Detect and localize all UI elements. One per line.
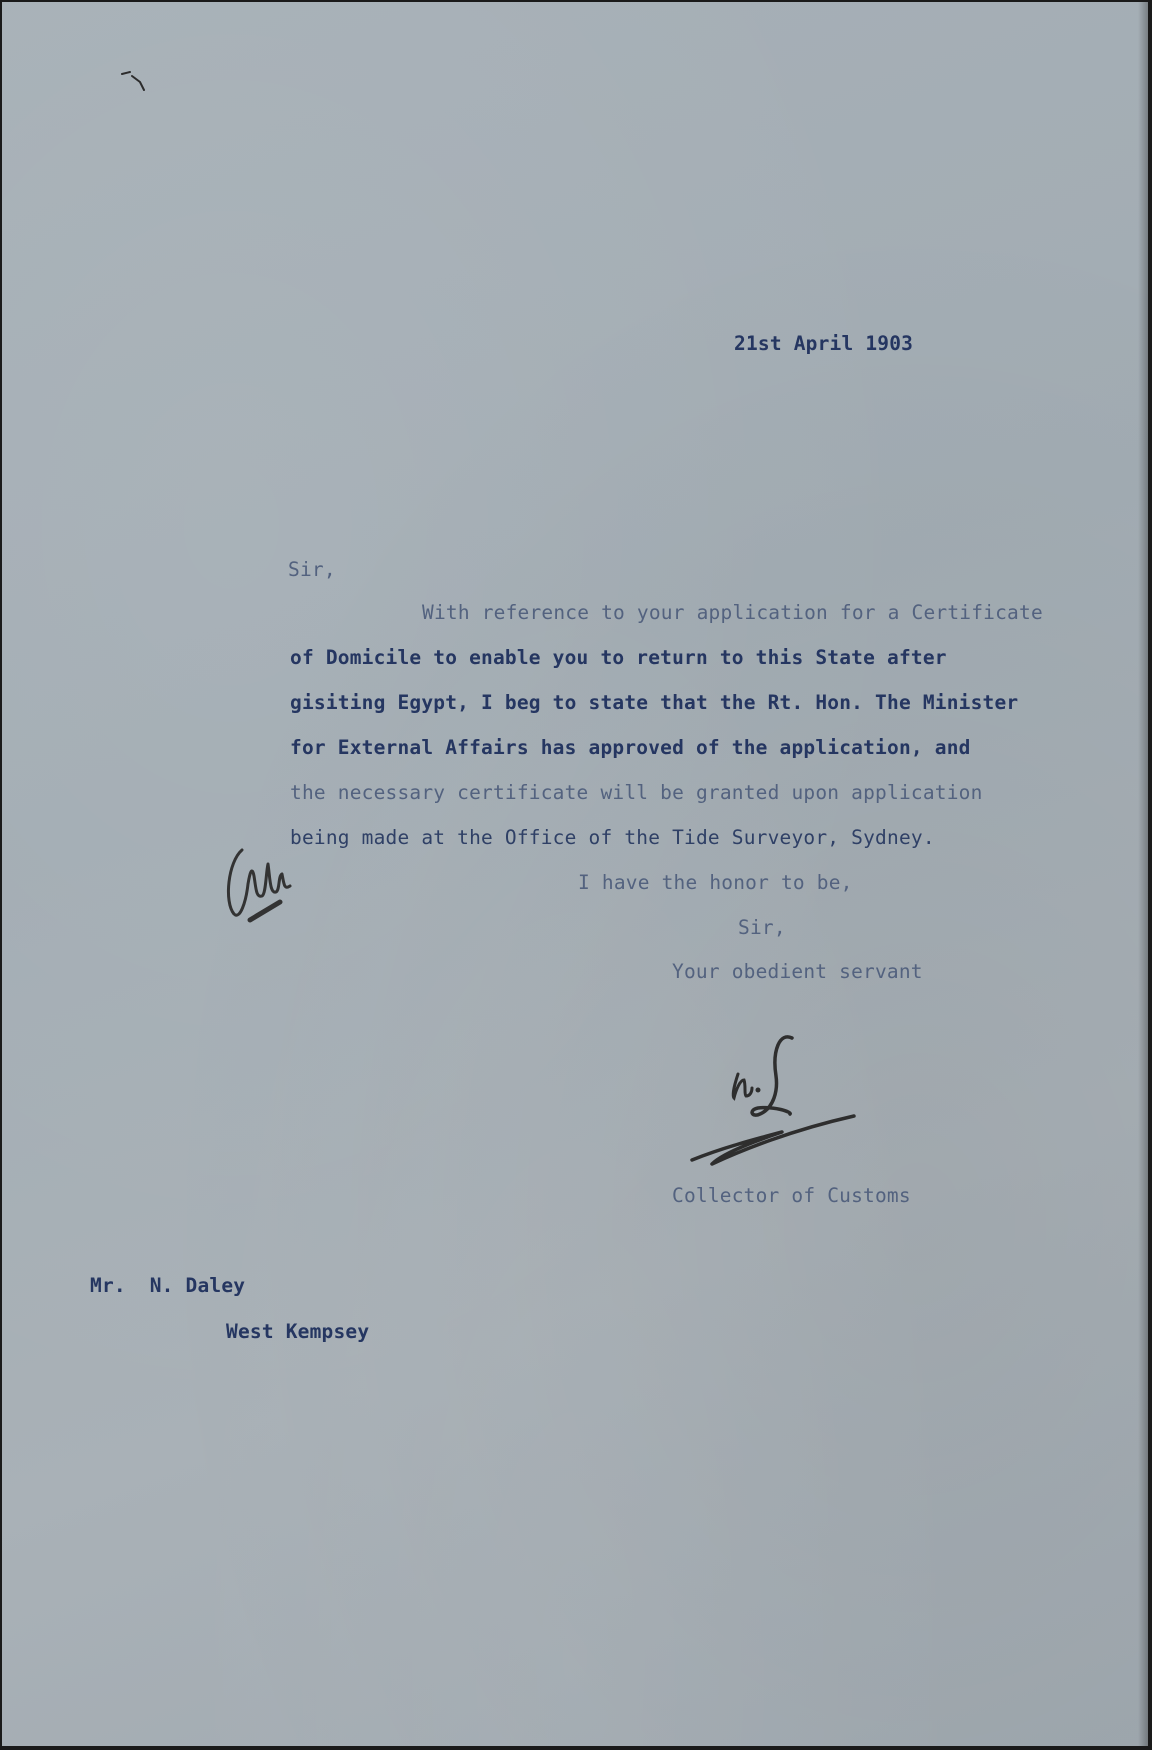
- body-line-1: With reference to your application for a Certificate: [422, 601, 1043, 624]
- closing-line-1: I have the honor to be,: [578, 871, 853, 894]
- closing-line-3: Your obedient servant: [672, 960, 923, 983]
- body-line-3: gisiting Egypt, I beg to state that the Rt. Hon. The Minister: [290, 691, 1019, 714]
- page-edge-shadow: [1138, 2, 1148, 1746]
- closing-line-2: Sir,: [738, 916, 786, 939]
- pen-mark-icon: [120, 68, 154, 94]
- body-line-6: being made at the Office of the Tide Surveyor, Sydney.: [290, 826, 935, 849]
- body-line-2: of Domicile to enable you to return to this State after: [290, 646, 947, 669]
- body-line-5: the necessary certificate will be granted upon application: [290, 781, 983, 804]
- salutation: Sir,: [288, 558, 336, 581]
- handwritten-initials-icon: [220, 832, 298, 928]
- letter-date: 21st April 1903: [734, 332, 914, 355]
- body-line-4: for External Affairs has approved of the application, and: [290, 736, 971, 759]
- letter-page: [2, 2, 1148, 1746]
- signatory-title: Collector of Customs: [672, 1184, 911, 1207]
- addressee-name: Mr. N. Daley: [90, 1274, 246, 1297]
- addressee-place: West Kempsey: [226, 1320, 370, 1343]
- handwritten-signature-icon: [682, 1030, 862, 1180]
